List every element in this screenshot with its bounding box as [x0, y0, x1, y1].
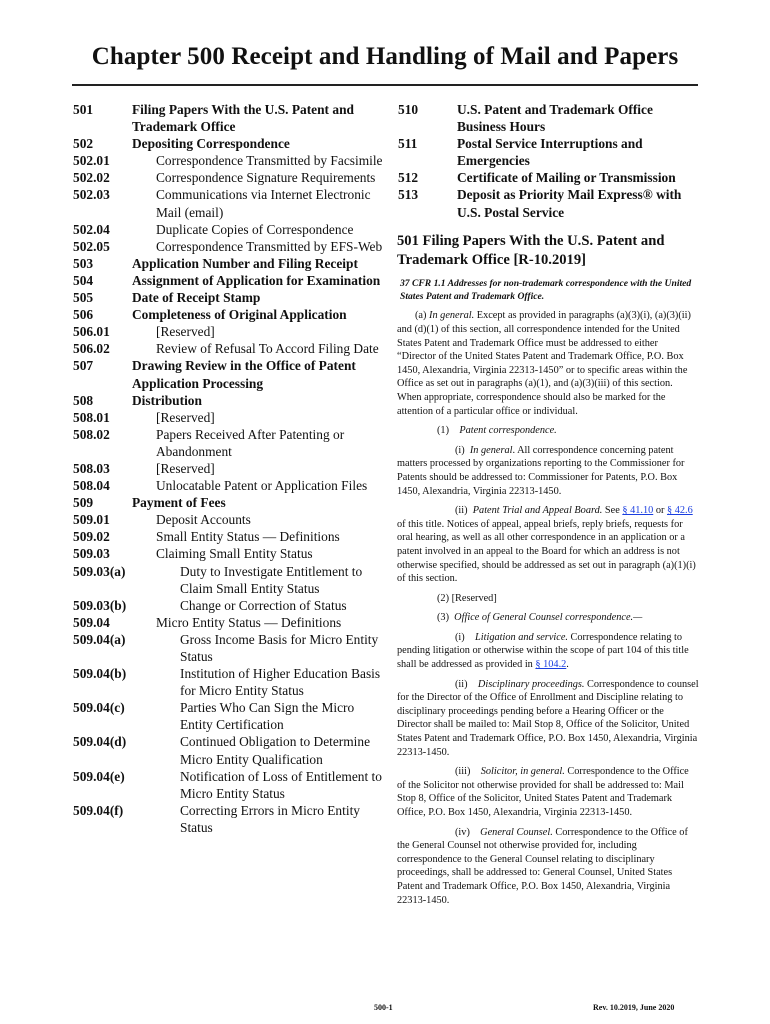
- toc-section-number: 506: [73, 307, 94, 323]
- toc-section-title: Payment of Fees: [132, 495, 226, 511]
- toc-entry[interactable]: [398, 186, 698, 220]
- toc-entry[interactable]: [73, 306, 383, 323]
- paragraph-a3iii: [397, 765, 699, 819]
- toc-section-number: 510: [398, 102, 419, 117]
- toc-section-number: 506.02: [73, 341, 110, 357]
- toc-section-number: 508.02: [73, 426, 110, 442]
- paragraph-a1: [397, 424, 699, 438]
- para-text: of this title. Notices of appeal, appeal briefs, reply briefs, requests for oral hearing, as well as all other correspondence in an application or a patent involved in an appeal to the Board for which an address is not otherwise specified, should be addressed as set out in paragraph (a)(1)(i) of this section.: [397, 518, 696, 585]
- toc-entry[interactable]: [73, 101, 383, 135]
- toc-section-title: Communications via Internet Electronic Mail (email): [156, 187, 371, 220]
- cfr-42-6-link[interactable]: § 42.6: [666, 505, 693, 517]
- toc-section-title: Gross Income Basis for Micro Entity Status: [180, 631, 379, 664]
- toc-section-title: Postal Service Interruptions and Emergencies: [457, 136, 643, 169]
- toc-entry[interactable]: [73, 733, 383, 767]
- para-title: Patent Trial and Appeal Board.: [472, 505, 603, 517]
- toc-section-number: 504: [73, 272, 94, 288]
- paragraph-a3ii: [397, 678, 699, 760]
- toc-entry[interactable]: [73, 477, 383, 494]
- para-label: (i): [455, 631, 465, 643]
- toc-section-number: 509.03(b): [73, 597, 127, 613]
- toc-section-number: 509.02: [73, 529, 110, 545]
- toc-entry[interactable]: [73, 511, 383, 528]
- toc-section-number: 508.01: [73, 409, 110, 425]
- para-text: Correspondence to the Office of the Solicitor not otherwise provided for shall be addressed to: Mail Stop 8, Office of the Solicitor, United States Patent and Trademark Office, P.O. Box 1450, Alexandria, Virginia 22313-1450.: [397, 766, 689, 818]
- para-label: (i): [455, 444, 465, 456]
- para-title: In general: [469, 444, 513, 456]
- para-text: . All correspondence concerning patent matters processed by organizations reporting to the Commissioner for Patents should be addressed to: Commissioner for Patents, P.O. Box 1450, Alexandria, Virginia 22313-1450.: [397, 444, 685, 497]
- section-heading: 501 Filing Papers With the U.S. Patent and Trademark Office [R-10.2019]: [397, 233, 665, 268]
- toc-entry[interactable]: [73, 597, 383, 614]
- toc-entry[interactable]: [73, 255, 383, 272]
- page-number: 500-1: [374, 1003, 393, 1012]
- toc-section-title: Date of Receipt Stamp: [132, 290, 261, 306]
- toc-entry[interactable]: [73, 545, 383, 562]
- toc-section-number: 502.04: [73, 221, 110, 237]
- toc-entry[interactable]: [73, 135, 383, 152]
- toc-section-title: Claiming Small Entity Status: [156, 546, 313, 562]
- toc-section-number: 502: [73, 136, 94, 152]
- toc-section-title: Correspondence Transmitted by Facsimile: [156, 153, 383, 169]
- chapter-title: Chapter 500 Receipt and Handling of Mail and Papers: [91, 43, 679, 70]
- toc-section-title: Notification of Loss of Entitlement to Micro Entity Status: [180, 768, 382, 801]
- toc-section-title: Depositing Correspondence: [132, 136, 290, 152]
- para-title: Disciplinary proceedings.: [477, 678, 585, 690]
- toc-entry[interactable]: [73, 494, 383, 511]
- para-label: (iv): [455, 826, 470, 838]
- toc-section-number: 503: [73, 255, 94, 271]
- paragraph-a3i: [397, 631, 699, 672]
- paragraph-a2: (2) [Reserved]: [437, 592, 497, 604]
- toc-section-title: Continued Obligation to Determine Micro Entity Qualification: [180, 734, 371, 767]
- toc-section-title: Duplicate Copies of Correspondence: [156, 221, 354, 237]
- toc-section-title: Institution of Higher Education Basis for Micro Entity Status: [180, 666, 381, 699]
- toc-section-number: 505: [73, 290, 94, 306]
- toc-section-number: 509.01: [73, 512, 110, 528]
- toc-entry[interactable]: [73, 631, 383, 665]
- paragraph-a: [397, 309, 699, 418]
- toc-section-title: Deposit Accounts: [156, 512, 251, 528]
- toc-entry[interactable]: [73, 221, 383, 238]
- paragraph-a1ii: [397, 504, 699, 586]
- toc-section-number: 512: [398, 170, 419, 186]
- toc-entry[interactable]: [73, 340, 383, 357]
- toc-section-number: 509.04(c): [73, 700, 125, 716]
- para-title: In general.: [429, 310, 475, 322]
- toc-section-number: 509.04: [73, 614, 110, 630]
- toc-section-number: 509.04(f): [73, 802, 124, 818]
- toc-entry[interactable]: [73, 409, 383, 426]
- toc-section-title: Application Number and Filing Receipt: [132, 255, 358, 271]
- toc-entry[interactable]: [73, 186, 383, 220]
- para-text: Correspondence to counsel for the Director of the Office of Enrollment and Discipline relating to disciplinary proceedings pending before a Hearing Officer or the Director shall be mailed to: Mail Stop 8, Office of the Solicitor, United States Patent and Trademark Office, P.O. Box 1450, Alexandria, Virginia 22313-1450.: [397, 678, 699, 758]
- toc-entry[interactable]: [73, 563, 383, 597]
- toc-entry[interactable]: [73, 665, 383, 699]
- para-text: Correspondence relating to pending litigation or otherwise within the scope of part 104 of this title shall be addressed as provided in: [397, 631, 689, 671]
- toc-section-title: Parties Who Can Sign the Micro Entity Certification: [180, 700, 355, 733]
- paragraph-a3iv: [397, 826, 699, 908]
- title-rule: [72, 84, 698, 86]
- toc-entry[interactable]: [73, 357, 383, 391]
- toc-section-title: [Reserved]: [156, 324, 215, 340]
- toc-entry[interactable]: [73, 614, 383, 631]
- para-text: See: [602, 505, 623, 517]
- para-title: Office of General Counsel correspondence.—: [454, 612, 643, 624]
- toc-entry[interactable]: [73, 323, 383, 340]
- para-label: (1): [437, 425, 450, 437]
- cfr-41-10-link[interactable]: § 41.10: [622, 505, 654, 517]
- toc-section-title: Correcting Errors in Micro Entity Status: [180, 802, 360, 835]
- toc-entry[interactable]: [73, 152, 383, 169]
- toc-section-number: 509.04(a): [73, 631, 126, 647]
- toc-section-title: [Reserved]: [156, 409, 215, 425]
- toc-section-title: Assignment of Application for Examination: [132, 272, 381, 288]
- para-text: Except as provided in paragraphs (a)(3)(i), (a)(3)(ii) and (d)(1) of this section, all correspondence intended for the United States Patent and Trademark Office must be addressed to either “Director of the United States Patent and Trademark Office, P.O. Box 1450, Alexandria, Virginia 22313-1450” or to specific areas within the Office as set out in paragraphs (a)(1), and (a)(3)(iii) of this section. When appropriate, correspondence should also be marked for the attention of a particular office or individual.: [397, 310, 691, 417]
- toc-entry[interactable]: [398, 169, 698, 186]
- para-end: .: [566, 659, 569, 671]
- paragraph-a1i: [397, 444, 699, 498]
- toc-section-number: 502.01: [73, 153, 110, 169]
- table-of-contents-left: [73, 101, 383, 836]
- table-of-contents-right: [398, 101, 698, 221]
- toc-section-number: 507: [73, 358, 94, 374]
- para-title: General Counsel.: [480, 826, 553, 838]
- toc-section-number: 509: [73, 495, 94, 511]
- toc-entry[interactable]: [73, 802, 383, 836]
- para-label: (ii): [455, 505, 468, 517]
- paragraph-a3: [397, 611, 699, 625]
- toc-entry[interactable]: [398, 101, 698, 135]
- toc-entry[interactable]: [73, 289, 383, 306]
- para-title: Litigation and service.: [475, 631, 568, 643]
- toc-section-title: Duty to Investigate Entitlement to Claim Small Entity Status: [180, 563, 363, 596]
- toc-section-number: 509.03: [73, 546, 110, 562]
- toc-entry[interactable]: [73, 460, 383, 477]
- toc-section-number: 508: [73, 392, 94, 408]
- toc-section-title: Completeness of Original Application: [132, 307, 347, 323]
- toc-entry[interactable]: [73, 528, 383, 545]
- toc-section-number: 509.04(b): [73, 666, 127, 682]
- regulation-heading: 37 CFR 1.1 Addresses for non-trademark correspondence with the United States Patent and Trademark Office.: [400, 278, 692, 302]
- toc-entry[interactable]: [398, 135, 698, 169]
- toc-section-number: 509.04(d): [73, 734, 127, 750]
- toc-section-title: Correspondence Transmitted by EFS-Web: [156, 238, 383, 254]
- toc-section-number: 509.04(e): [73, 768, 125, 784]
- toc-section-title: Drawing Review in the Office of Patent Application Processing: [132, 358, 356, 391]
- toc-section-title: Micro Entity Status — Definitions: [156, 614, 342, 630]
- toc-section-number: 513: [398, 187, 419, 203]
- toc-section-title: Papers Received After Patenting or Abandonment: [156, 426, 345, 459]
- revision-date: Rev. 10.2019, June 2020: [593, 1003, 675, 1012]
- toc-section-number: 502.05: [73, 238, 110, 254]
- toc-section-title: Review of Refusal To Accord Filing Date: [156, 341, 379, 357]
- toc-section-title: [Reserved]: [156, 460, 215, 476]
- toc-section-number: 506.01: [73, 324, 110, 340]
- para-text: Correspondence to the Office of the General Counsel not otherwise provided for, including correspondence to the General Counsel relating to disciplinary proceedings, shall be addressed to: General Counsel, United States Patent and Trademark Office, P.O. Box 1450, Alexandria, Virginia 22313-1450.: [397, 826, 688, 906]
- toc-section-number: 508.04: [73, 478, 110, 494]
- toc-section-title: Deposit as Priority Mail Express® with U.S. Postal Service: [457, 187, 682, 220]
- toc-section-number: 511: [398, 136, 418, 152]
- toc-section-number: 502.03: [73, 187, 110, 203]
- toc-section-title: U.S. Patent and Trademark Office Business Hours: [457, 102, 653, 135]
- para-label: (iii): [455, 766, 471, 778]
- toc-section-number: 508.03: [73, 460, 110, 476]
- para-title: Solicitor, in general.: [480, 766, 565, 778]
- toc-section-title: Filing Papers With the U.S. Patent and Trademark Office: [132, 102, 354, 135]
- toc-section-title: Small Entity Status — Definitions: [156, 529, 340, 545]
- toc-entry[interactable]: [73, 768, 383, 802]
- toc-entry[interactable]: [73, 392, 383, 409]
- toc-section-number: 509.03(a): [73, 563, 126, 579]
- toc-section-title: Correspondence Signature Requirements: [156, 170, 376, 186]
- para-title: Patent correspondence.: [459, 425, 557, 437]
- para-label: (a): [415, 310, 427, 322]
- section-body: [397, 232, 699, 913]
- toc-section-title: Unlocatable Patent or Application Files: [156, 478, 368, 494]
- toc-entry[interactable]: [73, 169, 383, 186]
- toc-entry[interactable]: [73, 699, 383, 733]
- toc-entry[interactable]: [73, 272, 383, 289]
- toc-section-title: Distribution: [132, 392, 202, 408]
- toc-section-number: 501: [73, 102, 94, 117]
- para-label: (3): [437, 612, 450, 624]
- toc-section-title: Certificate of Mailing or Transmission: [457, 170, 676, 186]
- para-label: (ii): [455, 678, 468, 690]
- cfr-104-2-link[interactable]: § 104.2: [535, 659, 567, 671]
- toc-section-number: 502.02: [73, 170, 110, 186]
- toc-entry[interactable]: [73, 426, 383, 460]
- toc-entry[interactable]: [73, 238, 383, 255]
- toc-section-title: Change or Correction of Status: [180, 597, 347, 613]
- para-text: or: [655, 505, 667, 517]
